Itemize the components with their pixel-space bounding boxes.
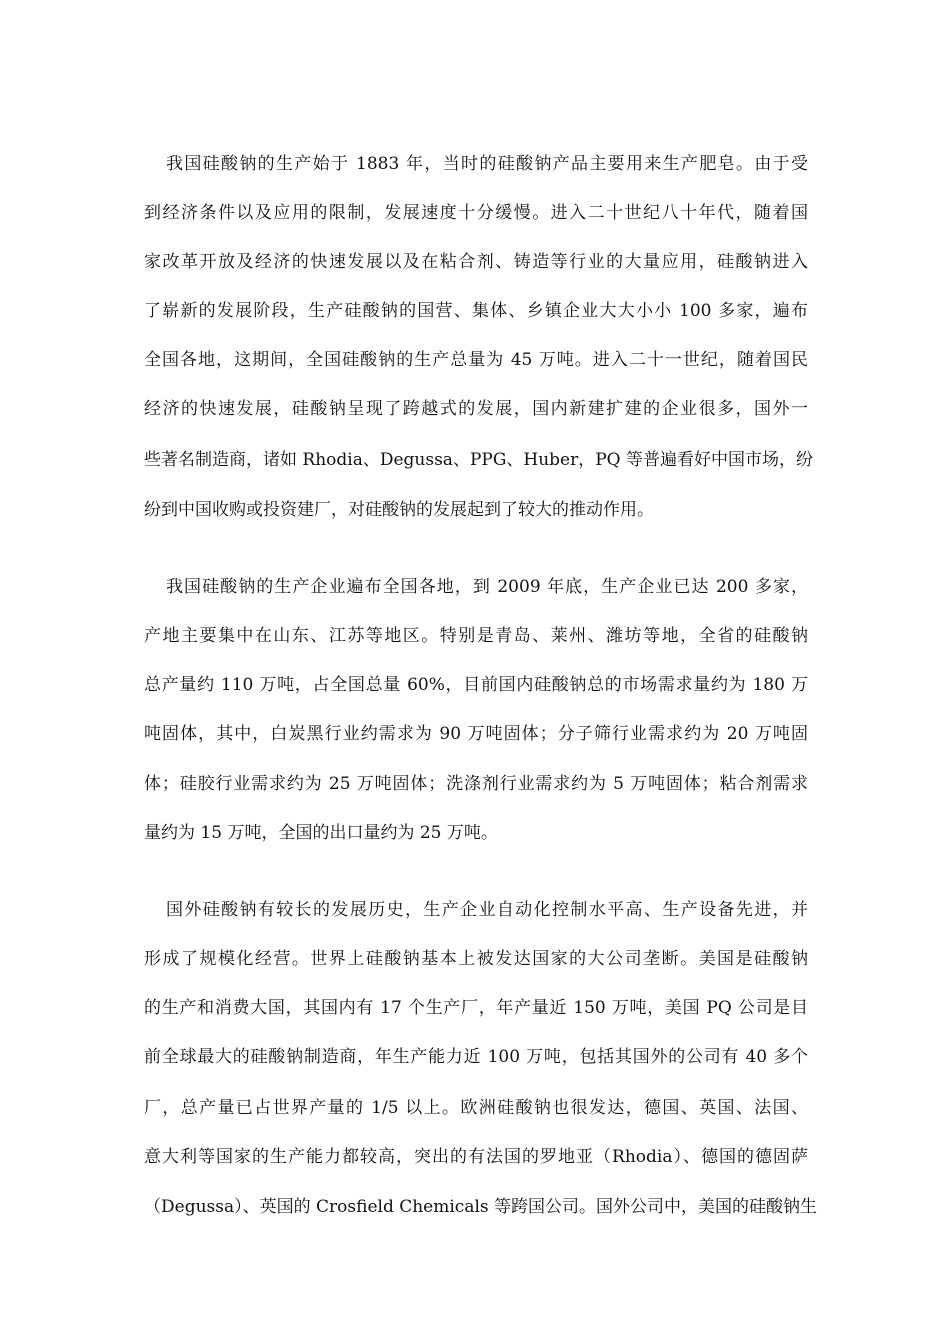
text-line: 经济的快速发展，硅酸钠呈现了跨越式的发展，国内新建扩建的企业很多，国外一 <box>144 399 808 419</box>
text-line: 到经济条件以及应用的限制，发展速度十分缓慢。进入二十世纪八十年代，随着国 <box>144 203 808 223</box>
text-line: 体；硅胶行业需求约为 25 万吨固体；洗涤剂行业需求约为 5 万吨固体；粘合剂需求 <box>144 774 808 794</box>
text-line: 我国硅酸钠的生产始于 1883 年，当时的硅酸钠产品主要用来生产肥皂。由于受 <box>166 154 808 174</box>
text-line: 量约为 15 万吨，全国的出口量约为 25 万吨。 <box>144 823 498 843</box>
text-line: 的生产和消费大国，其国内有 17 个生产厂，年产量近 150 万吨，美国 PQ 公司是目 <box>144 998 808 1018</box>
text-line: 了崭新的发展阶段，生产硅酸钠的国营、集体、乡镇企业大大小小 100 多家，遍布 <box>144 301 808 321</box>
text-line: 国外硅酸钠有较长的发展历史，生产企业自动化控制水平高、生产设备先进，并 <box>166 900 808 920</box>
text-line: 意大利等国家的生产能力都较高，突出的有法国的罗地亚（Rhodia）、德国的德固萨 <box>144 1147 808 1167</box>
text-line: 前全球最大的硅酸钠制造商，年生产能力近 100 万吨，包括其国外的公司有 40 多个 <box>144 1047 808 1067</box>
text-line: 厂，总产量已占世界产量的 1/5 以上。欧洲硅酸钠也很发达，德国、英国、法国、 <box>144 1098 808 1118</box>
text-line: 我国硅酸钠的生产企业遍布全国各地，到 2009 年底，生产企业已达 200 多家， <box>166 577 808 597</box>
text-line: 全国各地，这期间，全国硅酸钠的生产总量为 45 万吨。进入二十一世纪，随着国民 <box>144 350 808 370</box>
text-line: 产地主要集中在山东、江苏等地区。特别是青岛、莱州、潍坊等地，全省的硅酸钠 <box>144 626 808 646</box>
text-line: 些著名制造商，诸如 Rhodia、Degussa、PPG、Huber，PQ 等普遍看好中国市场，纷 <box>144 450 814 470</box>
text-line: 家改革开放及经济的快速发展以及在粘合剂、铸造等行业的大量应用，硅酸钠进入 <box>144 252 808 272</box>
text-line: 纷到中国收购或投资建厂，对硅酸钠的发展起到了较大的推动作用。 <box>144 500 654 520</box>
text-line: 吨固体，其中，白炭黑行业约需求为 90 万吨固体；分子筛行业需求约为 20 万吨固 <box>144 724 808 744</box>
text-line: 形成了规模化经营。世界上硅酸钠基本上被发达国家的大公司垄断。美国是硅酸钠 <box>144 949 808 969</box>
text-line: （Degussa）、英国的 Crosfield Chemicals 等跨国公司。国外公司中，美国的硅酸钠生 <box>144 1197 818 1217</box>
text-line: 总产量约 110 万吨，占全国总量 60%，目前国内硅酸钠总的市场需求量约为 180 万 <box>144 675 808 695</box>
